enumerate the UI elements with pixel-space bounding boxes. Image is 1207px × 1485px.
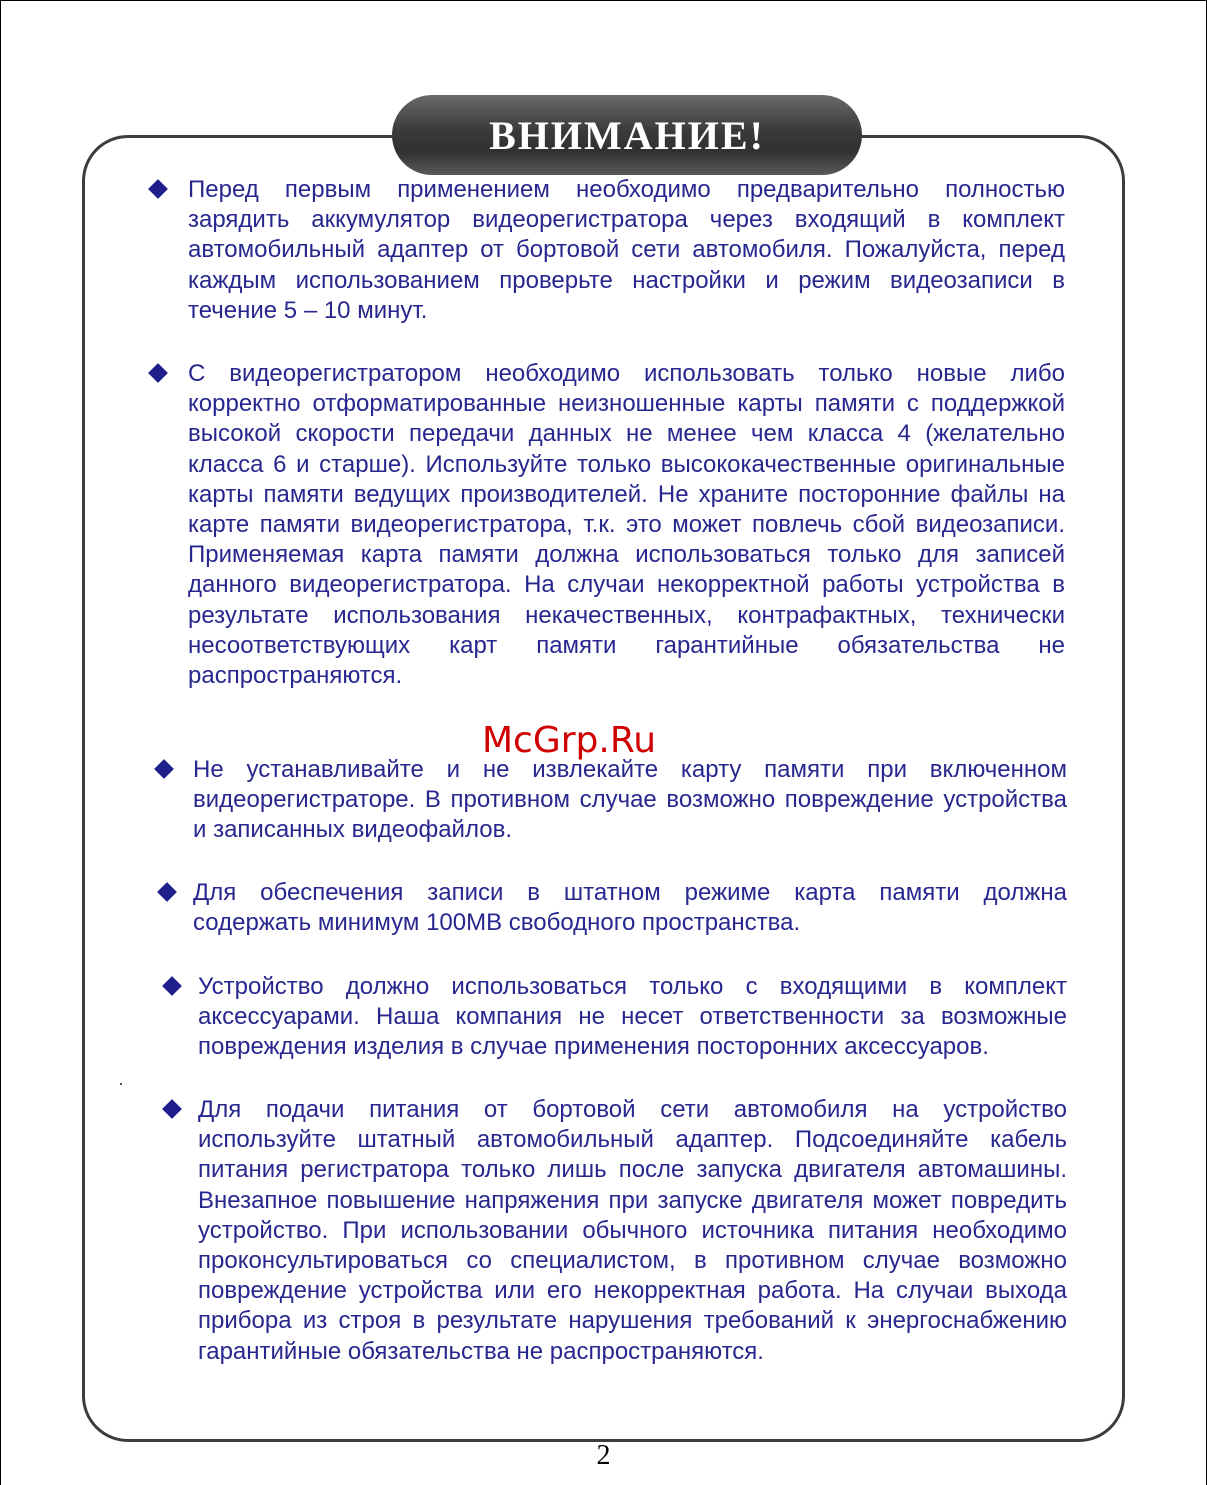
notice-item-4-first-line: Для обеспечения записи в штатном режиме карта памяти должна — [193, 879, 1067, 906]
notice-item-2 — [188, 359, 1065, 691]
notice-item-5 — [198, 972, 1067, 1063]
notice-item-6 — [198, 1095, 1067, 1367]
notice-item-4-text: содержать минимум 100MB свободного пространства. — [193, 909, 801, 937]
notice-item-6-first-line: Для подачи питания от бортовой сети автомобиля на устройство — [198, 1096, 1067, 1123]
stray-dot — [120, 1083, 122, 1085]
notice-item-4 — [193, 878, 1067, 938]
notice-item-1-text: зарядить аккумулятор видеорегистратора через входящий в комплект автомобильный адаптер от бортовой сети автомобиля. Пожалуйста, перед каждым использованием проверьте настройки и режим видеозаписи в течение 5 – 10 минут. — [188, 206, 1065, 324]
header-title: ВНИМАНИЕ! — [489, 112, 765, 158]
notice-item-6-text: используйте штатный автомобильный адаптер. Подсоединяйте кабель питания регистратора только лишь после запуска двигателя автомашины. Внезапное повышение напряжения при запуске двигателя может повредить устройство. При использовании обычного источника питания необходимо проконсультироваться со специалистом, в противном случае возможно повреждение устройства или его некорректная работа. На случаи выхода прибора из строя в результате нарушения требований к энергоснабжению гарантийные обязательства не распространяются. — [198, 1126, 1067, 1365]
notice-item-5-text: аксессуарами. Наша компания не несет ответственности за возможные повреждения изделия в случае применения посторонних аксессуаров. — [198, 1003, 1067, 1061]
notice-item-3-text: видеорегистраторе. В противном случае возможно повреждение устройства и записанных видеофайлов. — [193, 786, 1067, 844]
notice-item-3 — [193, 755, 1067, 846]
header-pill — [392, 95, 862, 175]
notice-item-5-first-line: Устройство должно использоваться только с входящими в комплект — [198, 973, 1067, 1000]
notice-item-1-first-line: Перед первым применением необходимо предварительно полностью — [188, 176, 1065, 203]
page-number: 2 — [596, 1440, 611, 1471]
notice-item-2-text: корректно отформатированные неизношенные карты памяти с поддержкой высокой скорости передачи данных не менее чем класса 4 (желательно класса 6 и старше). Используйте только высококачественные оригинальные карты памяти ведущих производителей. Не храните посторонние файлы на карте памяти видеорегистратора, т.к. это может повлечь сбой видеозаписи. Применяемая карта памяти должна использоваться только для записей данного видеорегистратора. На случаи некорректной работы устройства в результате использования некачественных, контрафактных, технически несоответствующих карт памяти гарантийные обязательства не распространяются. — [188, 390, 1065, 690]
notice-item-1 — [188, 175, 1065, 326]
notice-item-3-first-line: Не устанавливайте и не извлекайте карту памяти при включенном — [193, 756, 1067, 783]
watermark: McGrp.Ru — [482, 720, 657, 761]
notice-item-2-first-line: С видеорегистратором необходимо использовать только новые либо — [188, 360, 1065, 387]
